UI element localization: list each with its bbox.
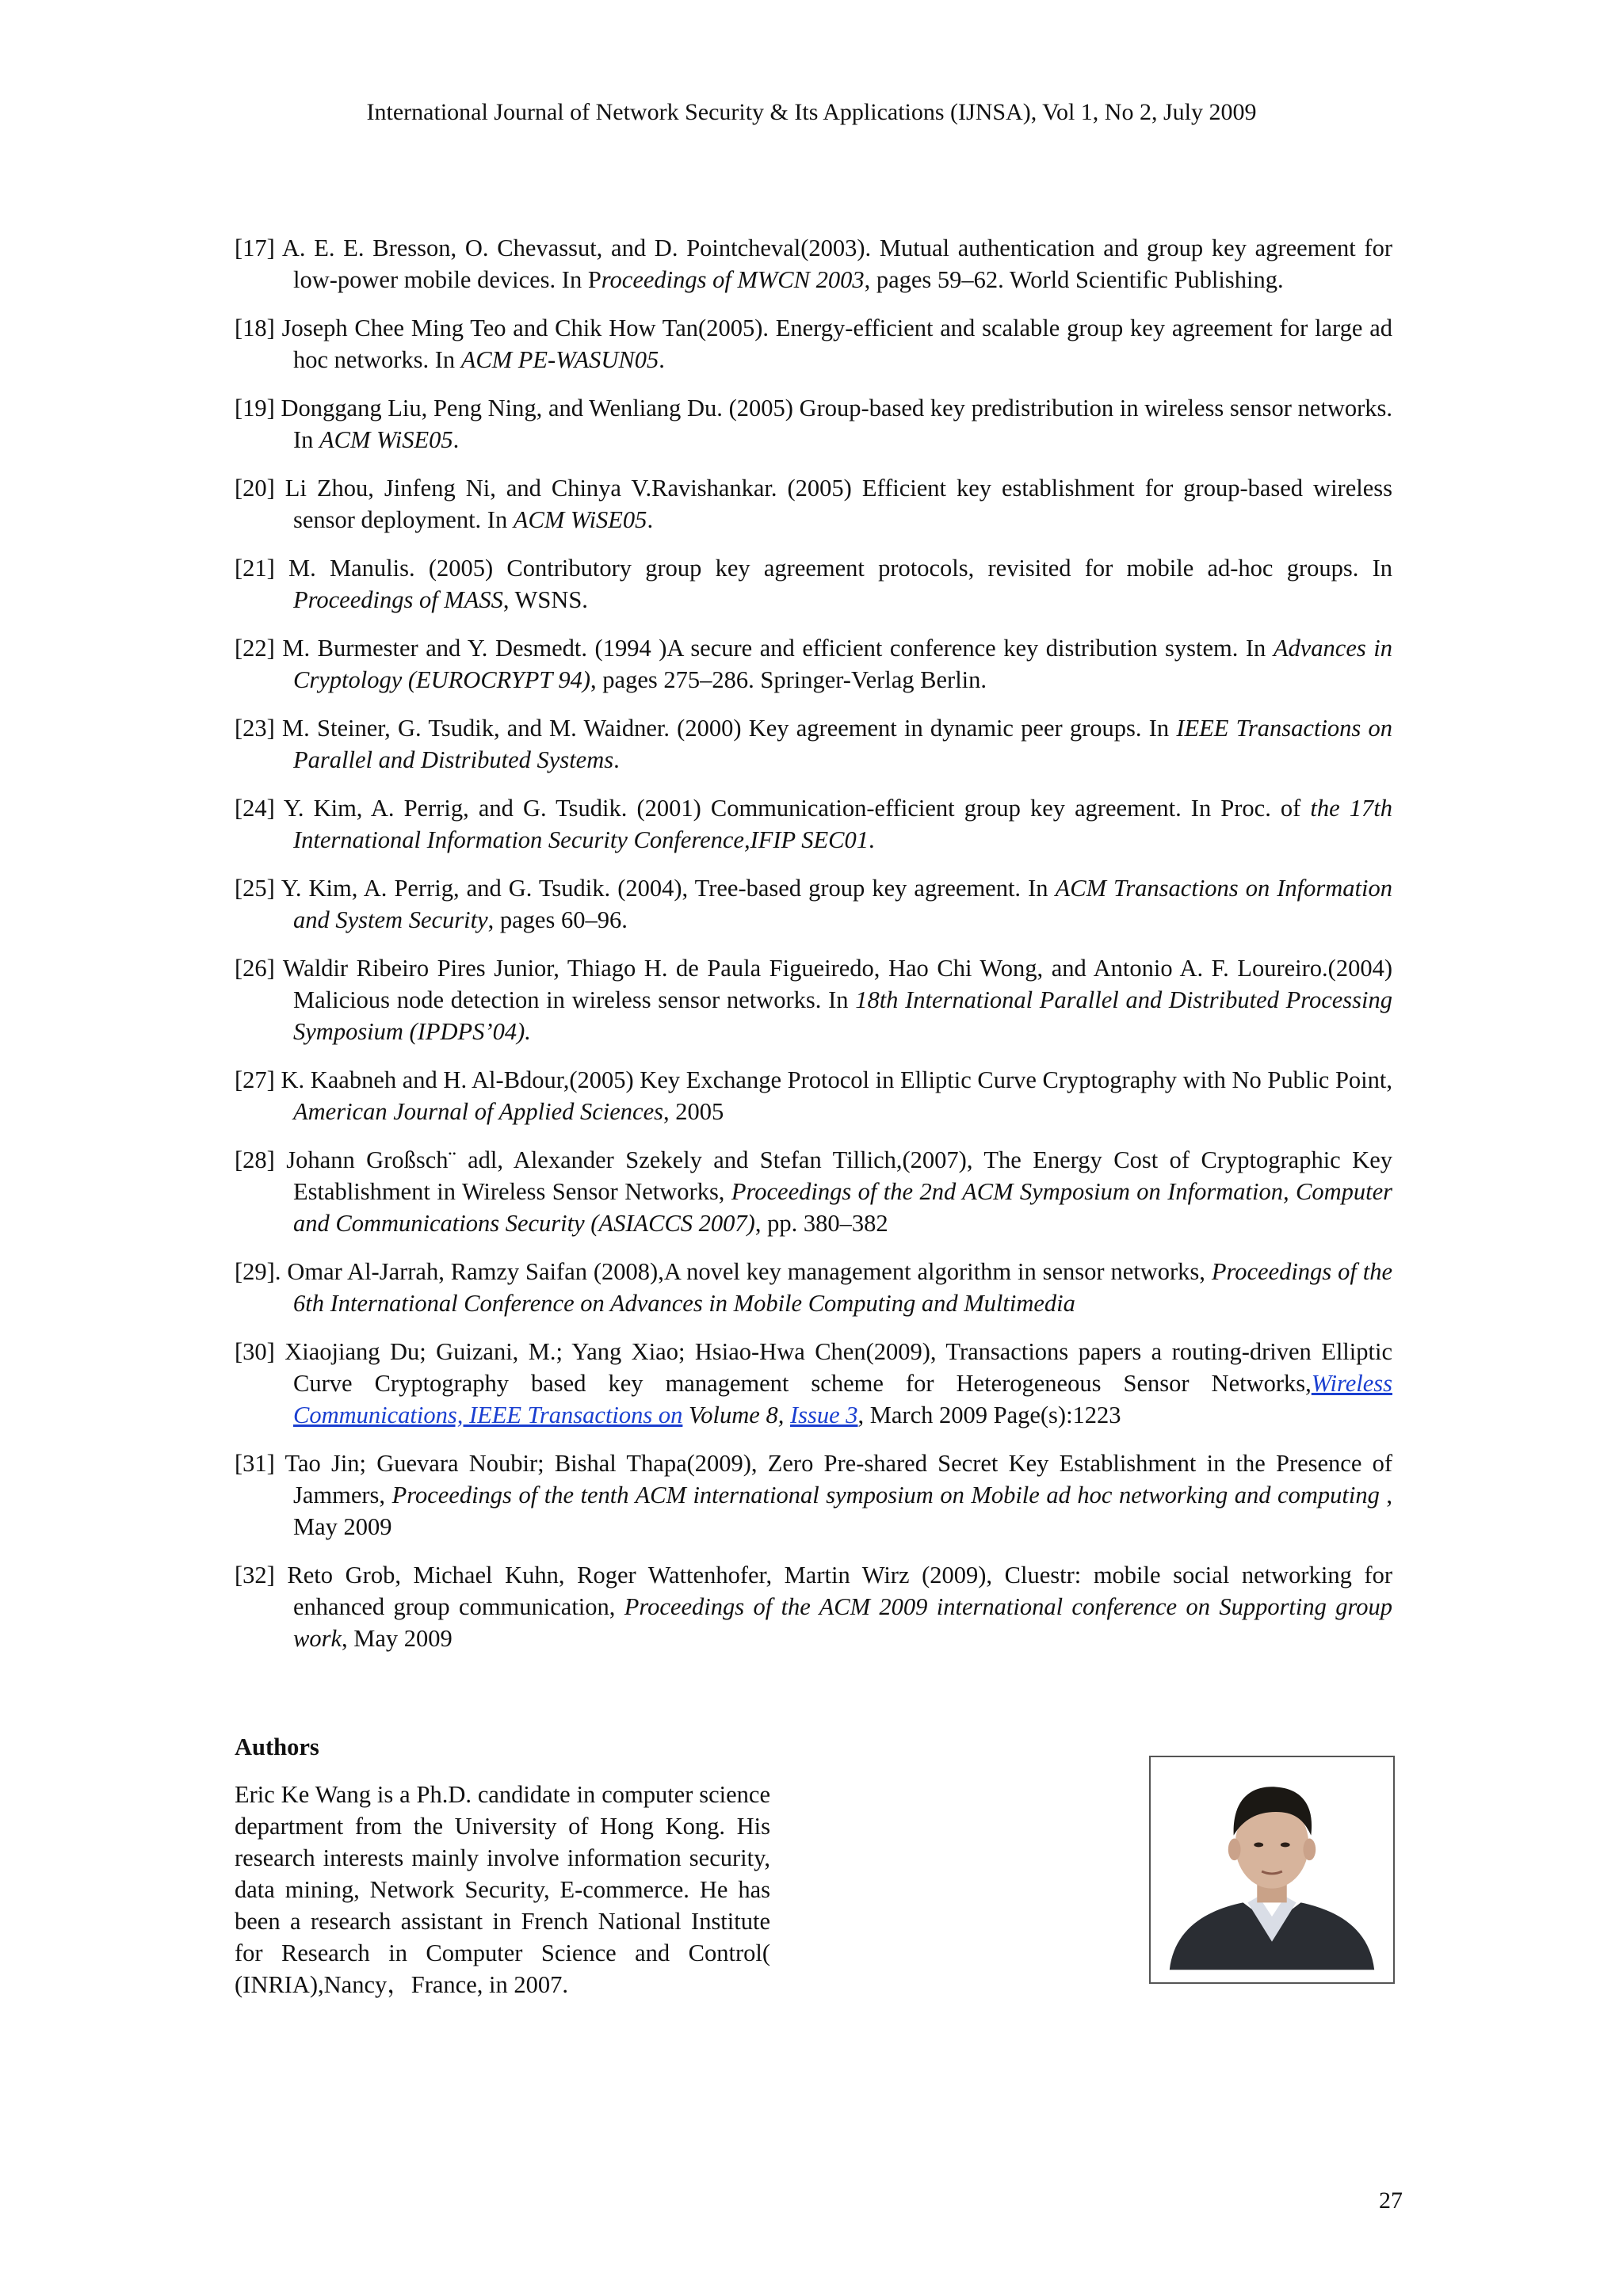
reference-list (235, 232, 1392, 1671)
reference-entry (235, 312, 1392, 376)
reference-venue: Advances in Cryptology (EUROCRYPT 94) (293, 635, 1392, 693)
reference-text: [17] A. E. E. Bresson, O. Chevassut, and D. Pointcheval(2003). Mutual authentication and group key agreement for low-power mobile devices. In P (235, 235, 1392, 293)
reference-venue: Proceedings of the tenth ACM international symposium on Mobile ad hoc networking and computing (391, 1482, 1380, 1508)
reference-text: [30] Xiaojiang Du; Guizani, M.; Yang Xiao; Hsiao-Hwa Chen(2009), Transactions papers a routing-driven Elliptic Curve Cryptography based key management scheme for Heterogeneous Sensor Networks, (235, 1338, 1392, 1397)
reference-text: [28] Johann Großsch¨ adl, Alexander Szekely and Stefan Tillich,(2007), The Energy Cost of Cryptographic Key Establishment in Wireless Sensor Networks, (235, 1146, 1392, 1205)
reference-entry (235, 1336, 1392, 1431)
reference-text (682, 1402, 689, 1428)
reference-entry (235, 872, 1392, 936)
reference-text: . (647, 506, 654, 533)
reference-text: [29]. Omar Al-Jarrah, Ramzy Saifan (2008),A novel key management algorithm in sensor networks, (235, 1258, 1212, 1285)
reference-venue: American Journal of Applied Sciences (293, 1098, 663, 1125)
reference-entry (235, 552, 1392, 616)
reference-text: [19] Donggang Liu, Peng Ning, and Wenliang Du. (2005) Group-based key predistribution in wireless sensor networks. In (235, 395, 1392, 453)
reference-venue: ACM WiSE05 (513, 506, 647, 533)
reference-venue: Proceedings of MASS (293, 586, 503, 613)
reference-entry (235, 1256, 1392, 1319)
reference-entry (235, 712, 1392, 776)
reference-venue: Proceedings of the ACM 2009 international conference on Supporting group work (293, 1593, 1392, 1652)
reference-entry (235, 1144, 1392, 1239)
reference-entry (235, 232, 1392, 296)
reference-link-text: Wireless Communications, IEEE Transactions on (293, 1370, 1392, 1428)
reference-venue: roceedings of MWCN 2003 (601, 266, 865, 293)
reference-venue: 18th International Parallel and Distributed Processing Symposium (IPDPS’04). (293, 986, 1392, 1045)
reference-text: . (453, 426, 460, 453)
reference-entry (235, 1559, 1392, 1654)
reference-text: , May 2009 (342, 1625, 453, 1652)
authors-heading: Authors (235, 1733, 319, 1760)
reference-text: , pages 275–286. Springer-Verlag Berlin. (590, 666, 987, 693)
reference-venue: Proceedings of the 6th International Conference on Advances in Mobile Computing and Multimedia (293, 1258, 1392, 1317)
reference-venue: ACM Transactions on Information and System Security (293, 875, 1393, 933)
reference-text: , pages 60–96. (487, 906, 628, 933)
reference-text: [21] M. Manulis. (2005) Contributory group key agreement protocols, revisited for mobile ad-hoc groups. In (235, 555, 1392, 582)
reference-entry (235, 392, 1392, 456)
reference-text: [26] Waldir Ribeiro Pires Junior, Thiago H. de Paula Figueiredo, Hao Chi Wong, and Antonio A. F. Loureiro.(2004) Malicious node detection in wireless sensor networks. In (235, 955, 1392, 1013)
reference-entry (235, 792, 1392, 856)
reference-text: , pages 59–62. World Scientific Publishing. (864, 266, 1284, 293)
reference-text: , pp. 380–382 (754, 1210, 888, 1237)
running-header: International Journal of Network Security & Its Applications (IJNSA), Vol 1, No 2, July 2009 (366, 99, 1257, 125)
reference-venue: IEEE Transactions on Parallel and Distributed Systems (293, 715, 1393, 773)
page-number: 27 (1379, 2187, 1403, 2214)
portrait-icon (1151, 1757, 1393, 1982)
reference-venue: ACM PE-WASUN05 (460, 346, 659, 373)
reference-text: . (868, 826, 875, 853)
author-bio: Eric Ke Wang is a Ph.D. candidate in computer science department from the University of Hong Kong. His research interests mainly involve information security, data mining, Network Security, E-commerce. He has been a research assistant in French National Institute for Research in Computer Science and Control( (INRIA),Nancy，France, in 2007. (235, 1781, 770, 1998)
author-photo (1149, 1756, 1395, 1984)
reference-link[interactable] (790, 1402, 858, 1428)
reference-text: , May 2009 (293, 1482, 1392, 1540)
reference-entry (235, 472, 1392, 536)
reference-text: . (613, 746, 620, 773)
reference-text: [27] K. Kaabneh and H. Al-Bdour,(2005) Key Exchange Protocol in Elliptic Curve Cryptography with No Public Point, (235, 1066, 1392, 1093)
reference-text: . (659, 346, 665, 373)
reference-text: , WSNS. (502, 586, 588, 613)
reference-venue: Volume 8, (689, 1402, 785, 1428)
reference-text: [24] Y. Kim, A. Perrig, and G. Tsudik. (2001) Communication-efficient group key agreement. In Proc. of (235, 795, 1311, 822)
reference-text: , March 2009 Page(s):1223 (857, 1402, 1121, 1428)
reference-text (784, 1402, 790, 1428)
reference-text: [23] M. Steiner, G. Tsudik, and M. Waidner. (2000) Key agreement in dynamic peer groups. In (235, 715, 1177, 742)
reference-text: [22] M. Burmester and Y. Desmedt. (1994 )A secure and efficient conference key distribution system. In (235, 635, 1274, 662)
reference-entry (235, 1064, 1392, 1127)
reference-text: , 2005 (663, 1098, 724, 1125)
reference-venue: the 17th International Information Security Conference,IFIP SEC01 (293, 795, 1392, 853)
reference-entry (235, 1447, 1392, 1543)
reference-text: [18] Joseph Chee Ming Teo and Chik How Tan(2005). Energy-efficient and scalable group key agreement for large ad hoc networks. In (235, 315, 1392, 373)
reference-venue: Proceedings of the 2nd ACM Symposium on Information, Computer and Communications Security (ASIACCS 2007) (293, 1178, 1392, 1237)
reference-venue: ACM WiSE05 (319, 426, 453, 453)
reference-entry (235, 632, 1392, 696)
reference-link-text: Issue 3 (789, 1402, 858, 1428)
reference-text: [25] Y. Kim, A. Perrig, and G. Tsudik. (2004), Tree-based group key agreement. In (235, 875, 1056, 902)
reference-text: [20] Li Zhou, Jinfeng Ni, and Chinya V.Ravishankar. (2005) Efficient key establishment for group-based wireless sensor deployment. In (235, 475, 1392, 533)
reference-text: [31] Tao Jin; Guevara Noubir; Bishal Thapa(2009), Zero Pre-shared Secret Key Establishment in the Presence of Jammers, (235, 1450, 1392, 1508)
reference-text: [32] Reto Grob, Michael Kuhn, Roger Wattenhofer, Martin Wirz (2009), Cluestr: mobile social networking for enhanced group communication, (235, 1562, 1392, 1620)
reference-entry (235, 952, 1392, 1047)
